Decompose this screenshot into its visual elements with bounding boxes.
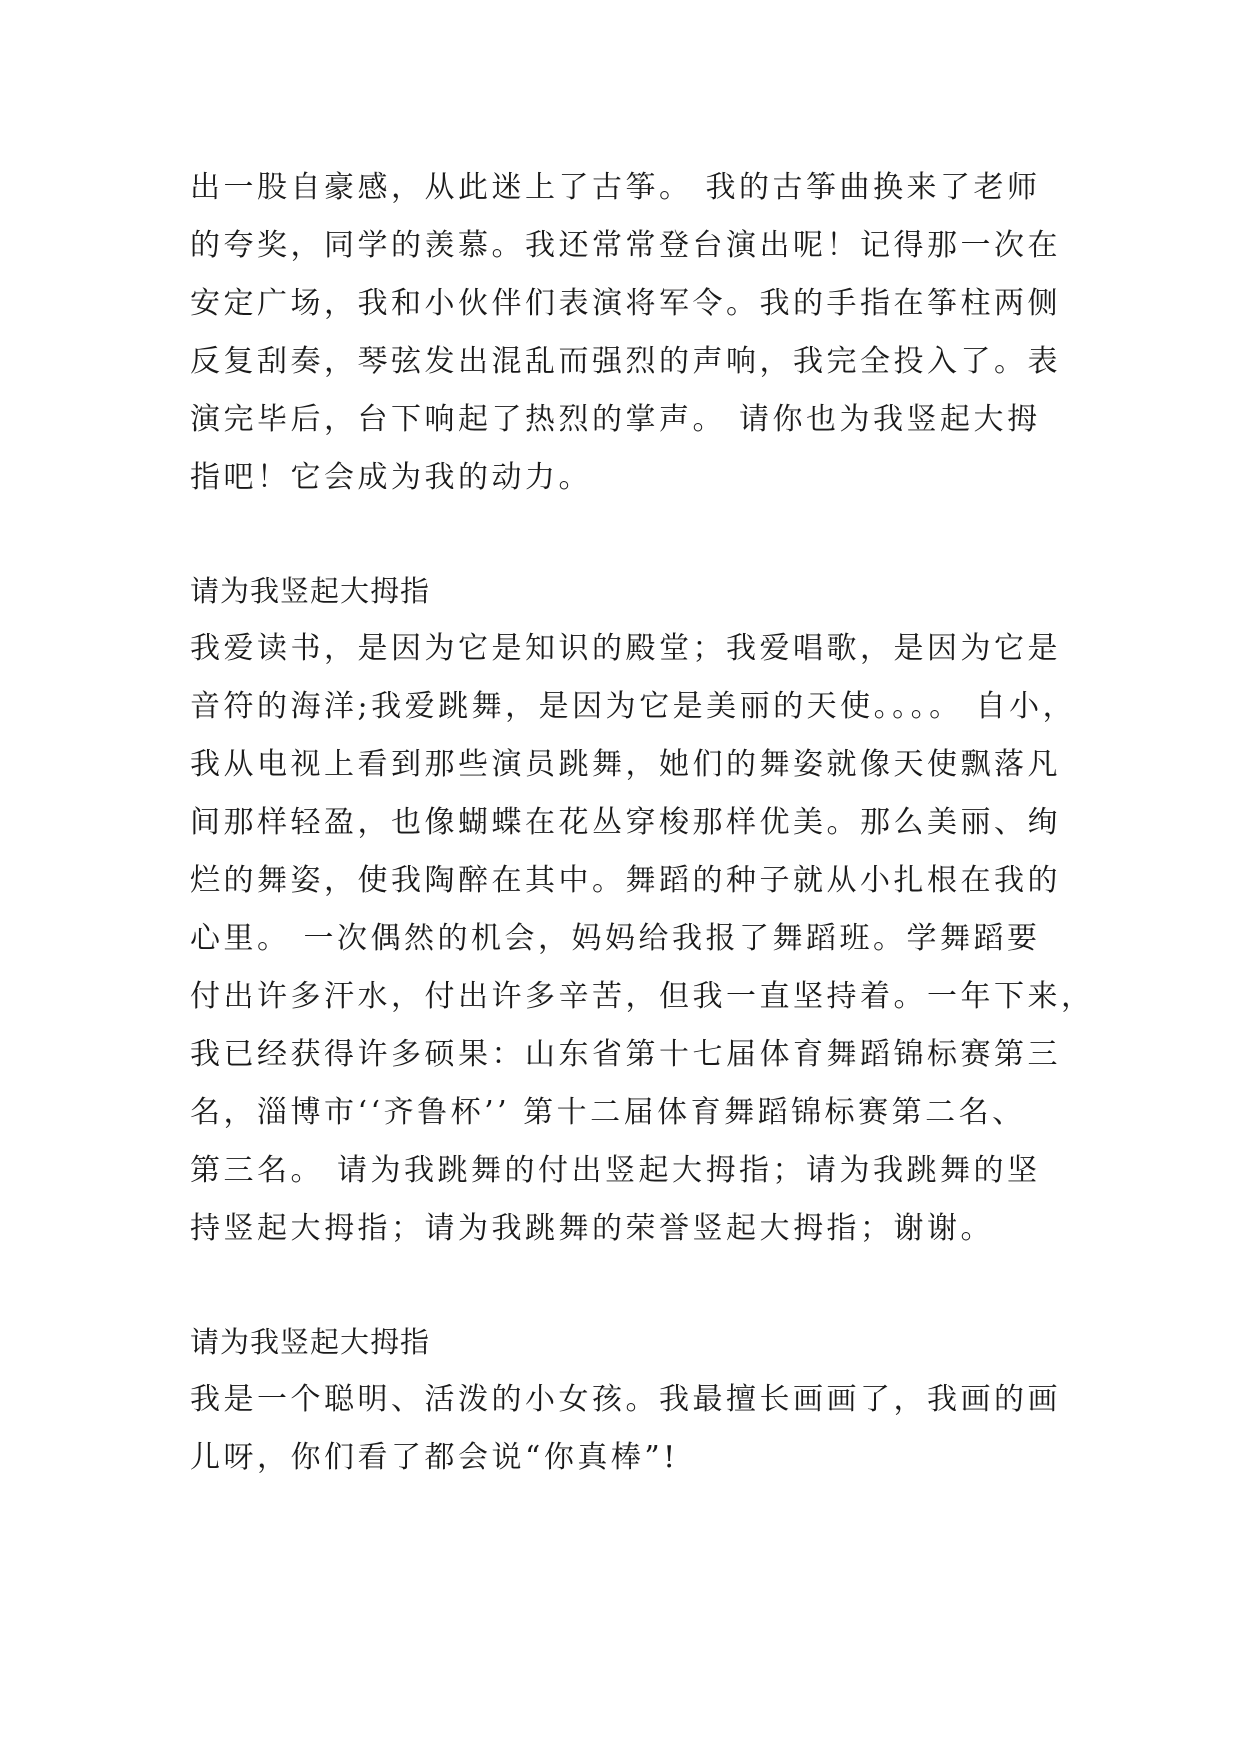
text-line: 我已经获得许多硕果：山东省第十七届体育舞蹈锦标赛第三 — [190, 1037, 1061, 1072]
text-line: 我从电视上看到那些演员跳舞，她们的舞姿就像天使飘落凡 — [190, 747, 1061, 782]
text-line: 安定广场，我和小伙伴们表演将军令。我的手指在筝柱两侧 — [190, 286, 1061, 321]
text-line: 持竖起大拇指；请为我跳舞的荣誉竖起大拇指；谢谢。 — [190, 1211, 994, 1246]
text-line: 间那样轻盈，也像蝴蝶在花丛穿梭那样优美。那么美丽、绚 — [190, 805, 1061, 840]
text-line: 心里。 一次偶然的机会，妈妈给我报了舞蹈班。学舞蹈要 — [190, 921, 1041, 956]
text-line: 烂的舞姿，使我陶醉在其中。舞蹈的种子就从小扎根在我的 — [190, 863, 1061, 898]
text-line: 付出许多汗水，付出许多辛苦，但我一直坚持着。一年下来， — [190, 979, 1095, 1014]
text-line: 我爱读书，是因为它是知识的殿堂；我爱唱歌，是因为它是 — [190, 631, 1061, 666]
document-page — [190, 0, 1095, 1754]
text-line: 指吧！它会成为我的动力。 — [190, 460, 592, 495]
text-line: 儿呀，你们看了都会说“你真棒”! — [190, 1440, 679, 1475]
text-line: 反复刮奏，琴弦发出混乱而强烈的声响，我完全投入了。表 — [190, 344, 1061, 379]
paragraph-guzheng — [190, 159, 1070, 507]
essay-heading-painting: 请为我竖起大拇指 — [190, 1325, 431, 1359]
text-line: 演完毕后，台下响起了热烈的掌声。 请你也为我竖起大拇 — [190, 402, 1041, 437]
text-line: 我是一个聪明、活泼的小女孩。我最擅长画画了，我画的画 — [190, 1382, 1061, 1417]
text-line: 第三名。 请为我跳舞的付出竖起大拇指；请为我跳舞的坚 — [190, 1153, 1041, 1188]
text-line: 出一股自豪感，从此迷上了古筝。 我的古筝曲换来了老师 — [190, 170, 1041, 205]
text-line: 的夸奖，同学的羡慕。我还常常登台演出呢！记得那一次在 — [190, 228, 1061, 263]
paragraph-dance — [190, 620, 1095, 1258]
text-line: 名，淄博市‘‘齐鲁杯’’ 第十二届体育舞蹈锦标赛第二名、 — [190, 1095, 1026, 1130]
essay-heading-dance: 请为我竖起大拇指 — [190, 574, 431, 608]
text-line: 音符的海洋;我爱跳舞，是因为它是美丽的天使。。。。 自小， — [190, 689, 1077, 724]
paragraph-painting — [190, 1371, 1070, 1487]
